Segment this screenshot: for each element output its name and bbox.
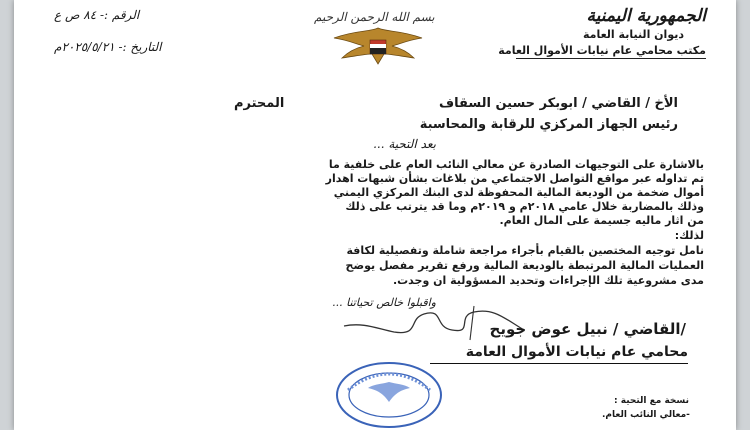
addressee-title: رئيس الجهاز المركزي للرقابة والمحاسبة [419, 117, 678, 132]
header-underline [516, 58, 706, 59]
signatory-name: /القاضي / نبيل عوض جويح [489, 320, 686, 338]
respect-label: المحترم [234, 96, 285, 111]
signature-underline [430, 363, 688, 364]
reference-date: التاريخ :- ٢٠٢٥/٥/٢١م [54, 40, 162, 54]
cc-label: نسخة مع التحية : [614, 396, 689, 406]
body-line: من اثار ماليه جسيمة على المال العام. [499, 214, 704, 227]
request-line: مدى مشروعية تلك الإجراءات وتحديد المسؤولية ان وجدت. [392, 274, 704, 287]
closing-line: واقبلوا خالص تحياتنا ... [332, 296, 436, 309]
office-line-2: مكتب محامي عام نيابات الأموال العامة [498, 44, 706, 57]
eagle-emblem-icon [326, 24, 430, 66]
body-line: تم تداوله عبر مواقع التواصل الاجتماعي من بلاغات بشأن شبهات اهدار [325, 172, 704, 185]
signatory-title: محامي عام نيابات الأموال العامة [465, 344, 688, 360]
body-line: أموال ضخمة من الوديعة المالية المحفوظة لدى البنك المركزي اليمني [333, 186, 704, 199]
request-line: العمليات المالية المرتبطة بالوديعة المالية ورفع تقرير مفصل يوضح [345, 259, 704, 272]
reference-number: الرقم :- ٨٤ ص ع [54, 8, 140, 22]
greeting: بعد التحية ... [373, 137, 436, 151]
request-line: نامل توجيه المختصين بالقيام بأجراء مراجعة شاملة وتفصيلية لكافة [346, 244, 704, 257]
state-name: الجمهورية اليمنية [586, 6, 706, 26]
addressee-name: الأخ / القاضي / ابوبكر حسين السقاف [439, 96, 678, 111]
basmala: بسم الله الرحمن الرحيم [314, 10, 435, 24]
body-line: بالاشارة على التوجيهات الصادرة عن معالي النائب العام على خلفية ما [328, 158, 704, 171]
office-line: ديوان النيابة العامة [582, 28, 684, 41]
letter-page [14, 0, 736, 430]
lead-label: لذلك: [674, 229, 704, 242]
official-stamp-icon [334, 360, 444, 430]
cc-recipient: -معالي النائب العام. [602, 410, 690, 420]
body-line: وذلك بالمضاربة خلال عامي ٢٠١٨م و ٢٠١٩م وما قد يترتب على ذلك [345, 200, 704, 213]
